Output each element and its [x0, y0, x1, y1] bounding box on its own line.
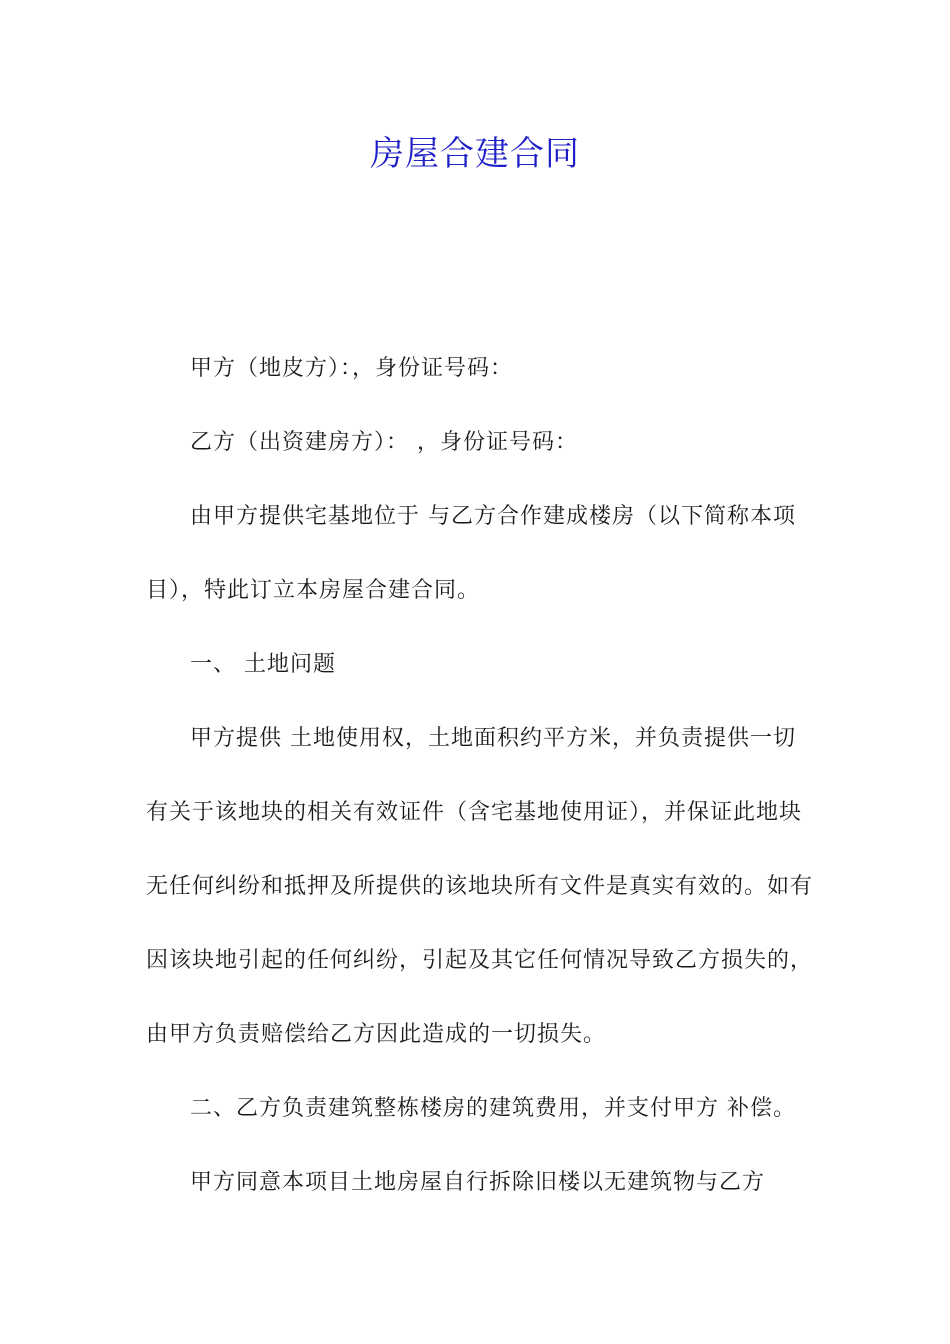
party-a-line: 甲方（地皮方）：，身份证号码：: [190, 356, 514, 381]
party-b-line: 乙方（出资建房方）： ，身份证号码：: [190, 430, 578, 455]
section-1-paragraph: 甲方提供 土地使用权，土地面积约平方米，并负责提供一切有关于该地块的相关有效证件（含宅基地使用证），并保证此地块无任何纠纷和抵押及所提供的该地块所有文件是真实有效的。如有因该块地引起的任何纠纷，引起及其它任何情况导致乙方损失的，由甲方负责赔偿给乙方因此造成的一切损失。: [146, 726, 814, 1047]
document-title: 房屋合建合同: [370, 134, 580, 174]
section-2-heading: 二、乙方负责建筑整栋楼房的建筑费用，并支付甲方 补偿。: [190, 1096, 796, 1121]
section-2-paragraph: 甲方同意本项目土地房屋自行拆除旧楼以无建筑物与乙方: [190, 1170, 766, 1195]
intro-paragraph: 由甲方提供宅基地位于 与乙方合作建成楼房（以下简称本项目），特此订立本房屋合建合同。: [146, 504, 796, 603]
section-1-heading: 一、 土地问题: [190, 652, 336, 677]
document-body: [146, 332, 818, 1220]
